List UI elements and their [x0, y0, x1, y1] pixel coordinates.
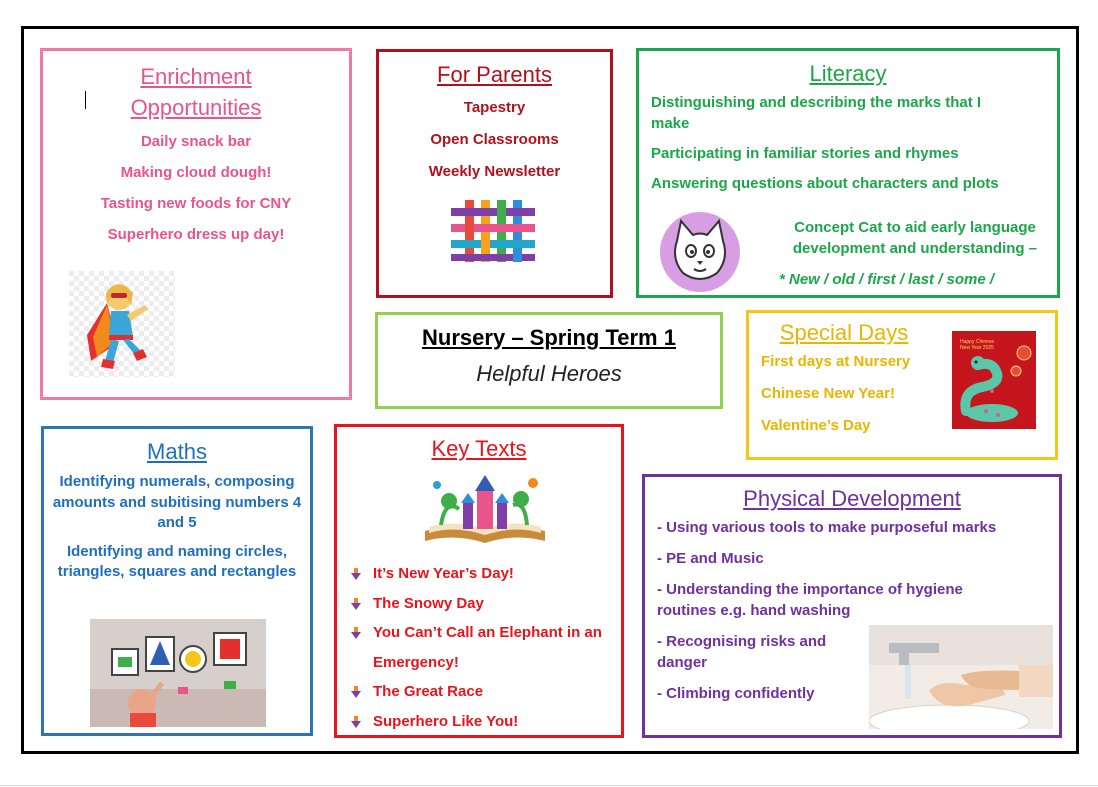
for-parents-title: For Parents — [437, 62, 552, 87]
maths-box — [41, 426, 313, 736]
key-text-label: The Great Race — [373, 683, 484, 700]
key-text-item — [351, 589, 621, 619]
maths-list — [44, 472, 310, 582]
physical-item: - Climbing confidently — [657, 685, 815, 703]
special-days-box — [746, 310, 1058, 460]
page-title: Nursery – Spring Term 1 — [422, 325, 676, 350]
superhero-girl-image — [69, 271, 175, 377]
enrichment-item: Daily snack bar — [140, 133, 252, 150]
key-text-label: Superhero Like You! — [373, 712, 519, 730]
enrichment-item: Tasting new foods for CNY — [100, 195, 292, 212]
enrichment-box — [40, 48, 352, 400]
storybook-image — [415, 469, 555, 551]
literacy-title: Literacy — [809, 61, 887, 86]
tapestry-logo-icon — [451, 200, 535, 262]
for-parents-list — [379, 97, 610, 182]
arrow-bullet-icon — [351, 568, 361, 580]
key-texts-list — [351, 559, 621, 736]
special-day-item: Chinese New Year! — [761, 385, 895, 403]
literacy-item: Answering questions about characters and plots — [651, 175, 999, 193]
concept-cat-image — [659, 211, 741, 293]
parents-item: Weekly Newsletter — [428, 163, 561, 181]
key-text-item — [351, 618, 621, 677]
chinese-new-year-poster-image — [952, 331, 1036, 429]
enrichment-title-line1: Enrichment — [140, 64, 252, 89]
for-parents-box — [376, 49, 613, 298]
key-text-item — [351, 559, 621, 589]
maths-item: Identifying numerals, composing amounts and subitising numbers 4 and 5 — [52, 473, 302, 531]
topic-subtitle: Helpful Heroes — [476, 361, 622, 386]
hand-washing-photo — [869, 625, 1053, 729]
key-text-label: The Snowy Day — [373, 594, 484, 612]
special-days-title: Special Days — [779, 320, 909, 345]
maths-title: Maths — [147, 439, 207, 464]
poster-text-line1: Happy Chinese — [960, 339, 995, 345]
literacy-box — [636, 48, 1060, 298]
special-day-item: First days at Nursery — [761, 353, 911, 371]
physical-development-title: Physical Development — [743, 486, 961, 511]
special-day-item: Valentine’s Day — [761, 417, 871, 435]
enrichment-item: Superhero dress up day! — [107, 226, 285, 243]
enrichment-item: Making cloud dough! — [120, 164, 272, 181]
key-texts-title: Key Texts — [431, 436, 527, 461]
key-text-item — [351, 707, 621, 737]
enrichment-list — [43, 131, 349, 245]
physical-item: - Understanding the importance of hygiene routines e.g. hand washing — [657, 581, 963, 620]
key-text-label: It’s New Year’s Day! — [373, 565, 514, 582]
arrow-bullet-icon — [351, 598, 361, 610]
enrichment-title — [43, 61, 349, 123]
literacy-item: Participating in familiar stories and rhymes — [651, 145, 959, 163]
key-texts-box — [334, 424, 624, 738]
nursery-title-box — [375, 312, 723, 409]
maths-item: Identifying and naming circles, triangles, squares and rectangles — [57, 543, 297, 581]
shapes-wall-photo — [90, 619, 266, 727]
literacy-list — [639, 92, 1057, 194]
concept-cat-text: Concept Cat to aid early language development and understanding – — [792, 219, 1038, 257]
arrow-bullet-icon — [351, 686, 361, 698]
arrow-bullet-icon — [351, 627, 361, 639]
literacy-item: Distinguishing and describing the marks that I make — [651, 94, 982, 133]
arrow-bullet-icon — [351, 716, 361, 728]
concept-words: * New / old / first / last / some / — [779, 271, 995, 288]
key-text-label: You Can’t Call an Elephant in an Emergency! — [373, 624, 602, 671]
enrichment-title-line2: Opportunities — [130, 95, 262, 120]
text-cursor — [85, 91, 86, 109]
parents-item: Tapestry — [463, 99, 526, 117]
physical-item: - Recognising risks and danger — [657, 633, 827, 672]
poster-text-line2: New Year 2025 — [960, 345, 994, 351]
parents-item: Open Classrooms — [430, 131, 559, 149]
key-text-item — [351, 677, 621, 707]
physical-development-box — [642, 474, 1062, 738]
page-bottom-rule — [0, 785, 1098, 786]
physical-item: - Using various tools to make purposeful marks — [657, 519, 997, 537]
physical-item: - PE and Music — [657, 550, 764, 568]
